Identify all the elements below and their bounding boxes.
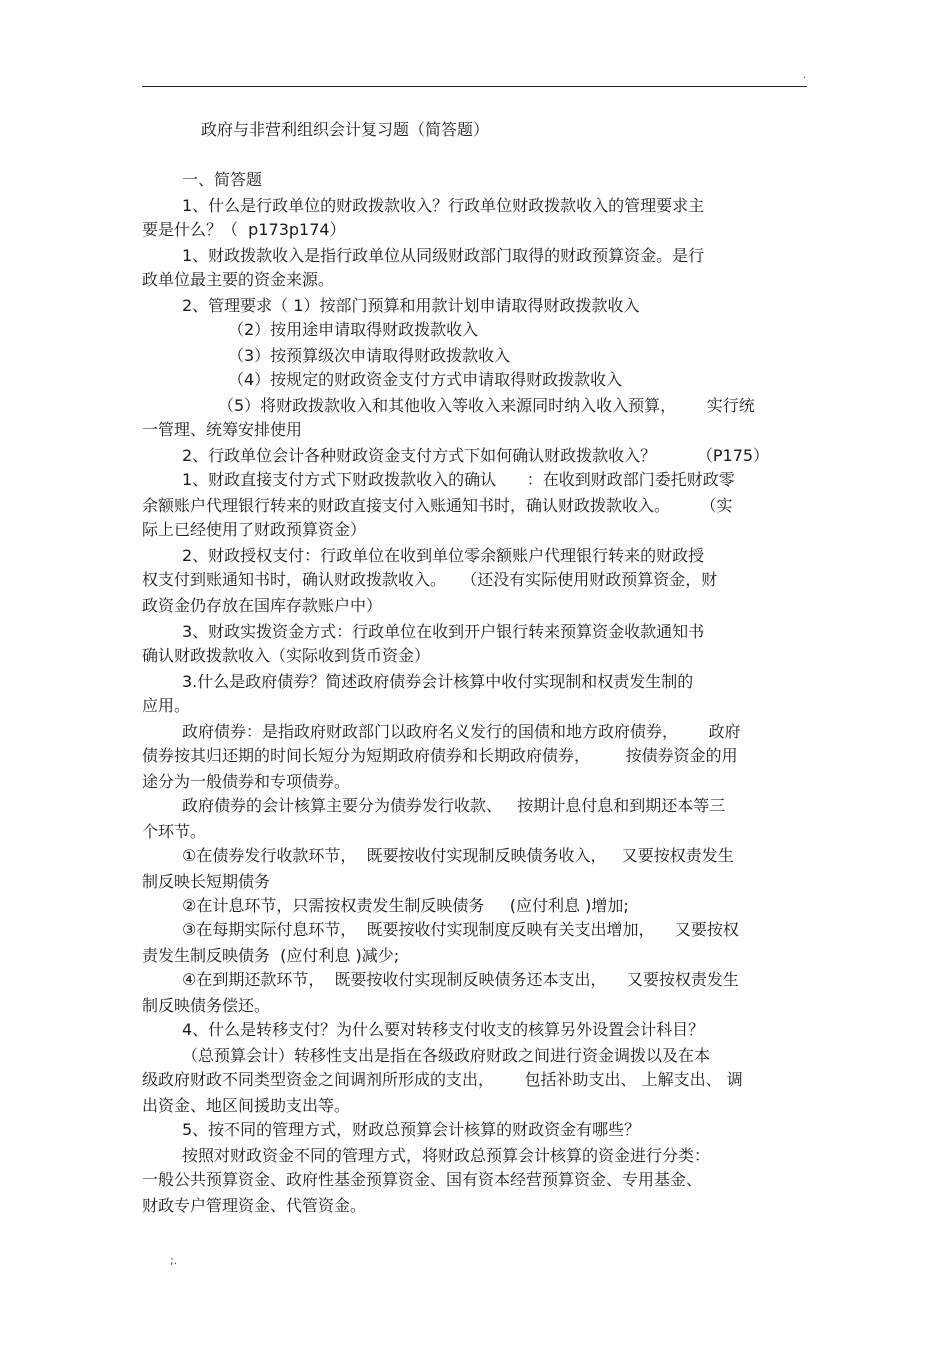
body-line: 级政府财政不同类型资金之间调剂所形成的支出， 包括补助支出、 上解支出、 调 xyxy=(142,1070,743,1089)
body-line: 1、财政直接支付方式下财政拨款收入的确认 ：在收到财政部门委托财政零 xyxy=(182,470,735,489)
header-rule xyxy=(142,86,807,87)
body-line: 个环节。 xyxy=(142,822,207,841)
body-line: 政府债券的会计核算主要分为债券发行收款、 按期计息付息和到期还本等三 xyxy=(182,796,726,815)
body-line: 要是什么？（ p173p174） xyxy=(142,220,346,239)
body-line: 2、财政授权支付：行政单位在收到单位零余额账户代理银行转来的财政授 xyxy=(182,546,705,565)
body-line: 政资金仍存放在国库存款账户中） xyxy=(142,596,383,615)
document-title: 政府与非营利组织会计复习题（简答题） xyxy=(201,120,490,139)
body-line: ②在计息环节，只需按权责发生制反映债务 (应付利息 )增加; xyxy=(182,896,629,915)
body-line: 5、按不同的管理方式，财政总预算会计核算的财政资金有哪些？ xyxy=(182,1120,641,1139)
body-line: 债券按其归还期的时间长短分为短期政府债券和长期政府债券， 按债券资金的用 xyxy=(142,746,738,765)
body-line: 权支付到账通知书时，确认财政拨款收入。 （还没有实际使用财政预算资金，财 xyxy=(142,570,718,589)
body-line: 按照对财政资金不同的管理方式，将财政总预算会计核算的资金进行分类： xyxy=(182,1146,711,1165)
body-line: 制反映长短期债务 xyxy=(142,872,271,891)
body-line: （4）按规定的财政资金支付方式申请取得财政拨款收入 xyxy=(228,370,623,389)
body-line: 一般公共预算资金、政府性基金预算资金、国有资本经营预算资金、专用基金、 xyxy=(142,1170,703,1189)
body-line: （3）按预算级次申请取得财政拨款收入 xyxy=(228,346,511,365)
body-line: 一管理、统筹安排使用 xyxy=(142,420,303,439)
body-line: 3、财政实拨资金方式：行政单位在收到开户银行转来预算资金收款通知书 xyxy=(182,622,705,641)
body-line: 确认财政拨款收入（实际收到货币资金） xyxy=(142,646,431,665)
body-line: 财政专户管理资金、代管资金。 xyxy=(142,1196,367,1215)
body-line: 1、什么是行政单位的财政拨款收入？行政单位财政拨款收入的管理要求主 xyxy=(182,196,705,215)
body-line: 3.什么是政府债券？简述政府债券会计核算中收付实现制和权责发生制的 xyxy=(182,672,694,691)
body-line: 政单位最主要的资金来源。 xyxy=(142,270,335,289)
body-line: 2、行政单位会计各种财政资金支付方式下如何确认财政拨款收入？ （P175） xyxy=(182,446,770,465)
body-line: 1、财政拨款收入是指行政单位从同级财政部门取得的财政预算资金。是行 xyxy=(182,246,705,265)
body-line: 出资金、地区间援助支出等。 xyxy=(142,1096,351,1115)
body-line: ④在到期还款环节， 既要按收付实现制反映债务还本支出， 又要按权责发生 xyxy=(182,970,739,989)
body-line: （5）将财政拨款收入和其他收入等收入来源同时纳入收入预算， 实行统 xyxy=(218,396,755,415)
body-line: 4、什么是转移支付？为什么要对转移支付收支的核算另外设置会计科目？ xyxy=(182,1020,705,1039)
body-line: 一、简答题 xyxy=(182,170,263,189)
body-line: 应用。 xyxy=(142,696,191,715)
body-line: 际上已经使用了财政预算资金） xyxy=(142,520,367,539)
footer-mark: ;. xyxy=(170,1254,178,1267)
body-line: 制反映债务偿还。 xyxy=(142,996,271,1015)
body-line: 途分为一般债券和专项债券。 xyxy=(142,772,351,791)
body-line: 余额账户代理银行转来的财政直接支付入账通知书时，确认财政拨款收入。 （实 xyxy=(142,496,733,515)
body-line: （总预算会计）转移性支出是指在各级政府财政之间进行资金调拨以及在本 xyxy=(182,1046,711,1065)
body-line: 2、管理要求（ 1）按部门预算和用款计划申请取得财政拨款收入 xyxy=(182,296,640,315)
body-line: ①在债券发行收款环节， 既要按收付实现制反映债务收入， 又要按权责发生 xyxy=(182,846,734,865)
body-line: 政府债券：是指政府财政部门以政府名义发行的国债和地方政府债券， 政府 xyxy=(182,722,741,741)
body-line: ③在每期实际付息环节， 既要按收付实现制度反映有关支出增加， 又要按权 xyxy=(182,920,739,939)
body-line: 责发生制反映债务 (应付利息 )减少; xyxy=(142,946,400,965)
header-dot: . xyxy=(803,70,807,81)
body-line: （2）按用途申请取得财政拨款收入 xyxy=(228,320,479,339)
